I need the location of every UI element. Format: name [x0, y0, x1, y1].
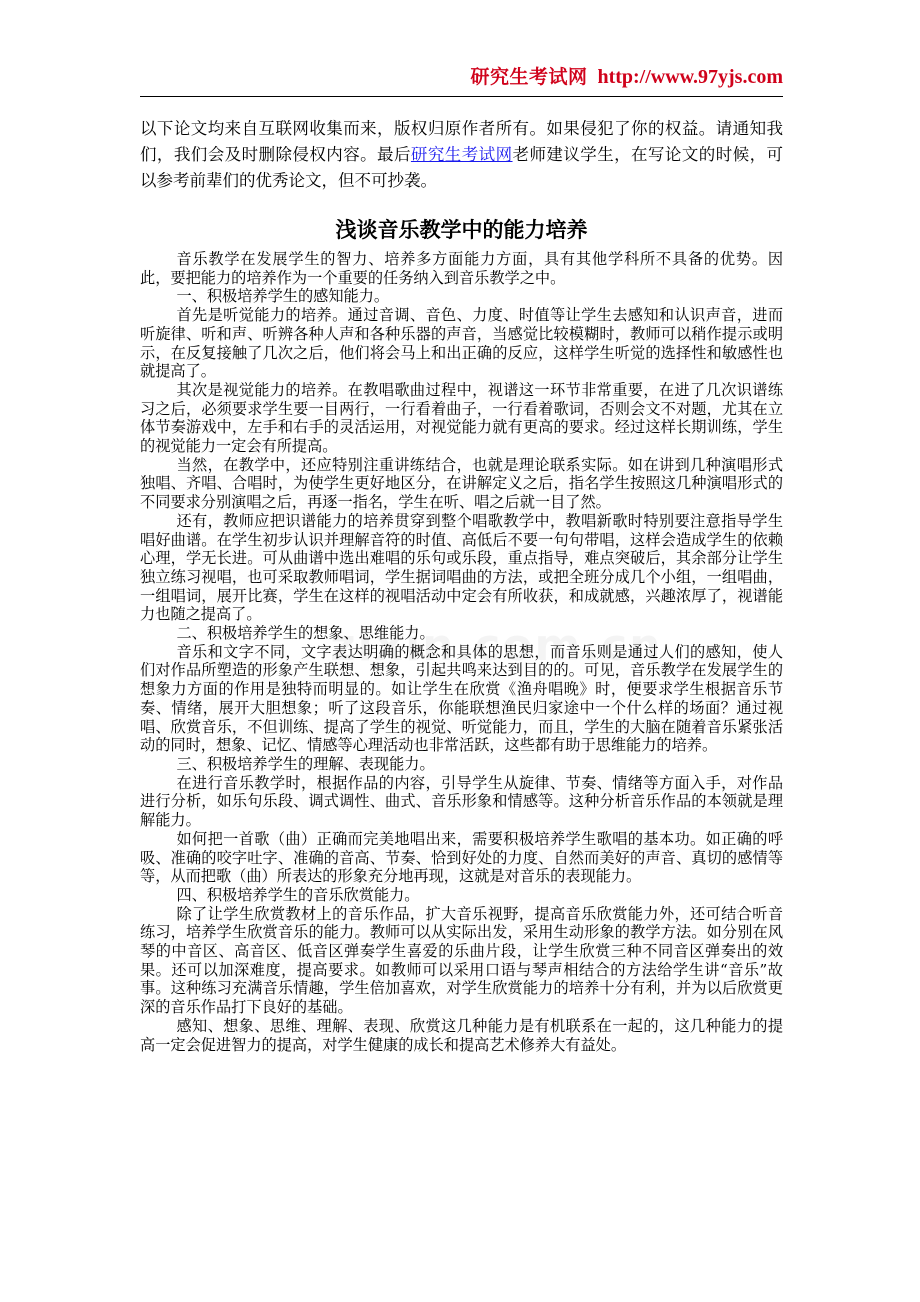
section-heading: 二、积极培养学生的想象、思维能力。	[176, 624, 435, 643]
paragraph: 首先是听觉能力的培养。通过音调、音色、力度、时值等让学生去感知和认识声音，进而听旋律、听和声、听辨各种人声和各种乐器的声音，当感觉比较模糊时，教师可以稍作提示或明示，在反复接触了几次之后，他们将会马上和出正确的反应，这样学生听觉的选择性和敏感性也就提高了。	[140, 306, 783, 381]
paragraph: 还有，教师应把识谱能力的培养贯穿到整个唱歌教学中，教唱新歌时特别要注意指导学生唱好曲谱。在学生初步认识并理解音符的时值、高低后不要一句句带唱，这样会造成学生的依赖心理，学无长进。可从曲谱中选出难唱的乐句或乐段，重点指导，难点突破后，其余部分让学生独立练习视唱，也可采取教师唱词，学生据词唱曲的方法，或把全班分成几个小组，一组唱曲，一组唱词，展开比赛，学生在这样的视唱活动中定会有所收获，和成就感，兴趣浓厚了，视谱能力也随之提高了。	[140, 511, 783, 624]
paragraph: 音乐教学在发展学生的智力、培养多方面能力方面，具有其他学科所不具备的优势。因此，要把能力的培养作为一个重要的任务纳入到音乐教学之中。	[140, 250, 783, 287]
site-link[interactable]: 研究生考试网	[410, 145, 513, 164]
paragraph: 除了让学生欣赏教材上的音乐作品，扩大音乐视野，提高音乐欣赏能力外，还可结合听音练习，培养学生欣赏音乐的能力。教师可以从实际出发，采用生动形象的教学方法。如分别在风琴的中音区、高音区、低音区弹奏学生喜爱的乐曲片段，让学生欣赏三种不同音区弹奏出的效果。还可以加深难度，提高要求。如教师可以采用口语与琴声相结合的方法给学生讲“音乐”故事。这种练习充满音乐情趣，学生倍加喜欢，对学生欣赏能力的培养十分有利，并为以后欣赏更深的音乐作品打下良好的基础。	[140, 904, 783, 1017]
paragraph: 在进行音乐教学时，根据作品的内容，引导学生从旋律、节奏、情绪等方面入手，对作品进行分析，如乐句乐段、调式调性、曲式、音乐形象和情感等。这种分析音乐作品的本领就是理解能力。	[140, 773, 783, 830]
section-heading: 三、积极培养学生的理解、表现能力。	[176, 754, 435, 773]
site-name: 研究生考试网	[470, 66, 588, 88]
section-heading: 四、积极培养学生的音乐欣赏能力。	[176, 885, 420, 904]
article-title: 浅谈音乐教学中的能力培养	[335, 218, 588, 242]
section-heading: 一、积极培养学生的感知能力。	[176, 287, 390, 306]
article-body	[140, 250, 783, 1054]
site-url[interactable]: http://www.97yjs.com	[597, 66, 783, 88]
paragraph: 其次是视觉能力的培养。在教唱歌曲过程中，视谱这一环节非常重要，在进了几次识谱练习之后，必须要求学生要一目两行，一行看着曲子，一行看着歌词，否则会文不对题，尤其在立体节奏游戏中，左手和右手的灵活运用，对视觉能力就有更高的要求。经过这样长期训练，学生的视觉能力一定会有所提高。	[140, 380, 783, 456]
paragraph: 音乐和文字不同，文字表达明确的概念和具体的思想，而音乐则是通过人们的感知，使人们对作品所塑造的形象产生联想、想象，引起共鸣来达到目的的。可见，音乐教学在发展学生的想象力方面的作用是独特而明显的。如让学生在欣赏《渔舟唱晚》时，便要求学生根据音乐节奏、情绪，展开大胆想象；听了这段音乐，你能联想渔民归家途中一个什么样的场面？通过视唱、欣赏音乐，不但训练、提高了学生的视觉、听觉能力，而且，学生的大脑在随着音乐紧张活动的同时，想象、记忆、情感等心理活动也非常活跃，这些都有助于思维能力的培养。	[140, 642, 783, 755]
paragraph: 感知、想象、思维、理解、表现、欣赏这几种能力是有机联系在一起的，这几种能力的提高一定会促进智力的提高，对学生健康的成长和提高艺术修养大有益处。	[140, 1016, 783, 1054]
paragraph: 如何把一首歌（曲）正确而完美地唱出来，需要积极培养学生歌唱的基本功。如正确的呼吸、准确的咬字吐字、准确的音高、节奏、恰到好处的力度、自然而美好的声音、真切的感情等等，从而把歌（曲）所表达的形象充分地再现，这就是对音乐的表现能力。	[140, 829, 783, 886]
notice-text-after: 老师建议学生，在写论文的时候，可以参考前辈们的优秀论文，但不可抄袭。	[140, 145, 784, 190]
copyright-notice	[140, 116, 783, 194]
page-header	[140, 62, 783, 97]
paragraph: 当然，在教学中，还应特别注重讲练结合，也就是理论联系实际。如在讲到几种演唱形式独唱、齐唱、合唱时，为使学生更好地区分，在讲解定义之后，指名学生按照这几种演唱形式的不同要求分别演唱之后，再逐一指名，学生在听、唱之后就一目了然。	[140, 455, 783, 512]
notice-text-before: 以下论文均来自互联网收集而来，版权归原作者所有。如果侵犯了你的权益。请通知我们，我们会及时删除侵权内容。最后	[140, 119, 783, 164]
